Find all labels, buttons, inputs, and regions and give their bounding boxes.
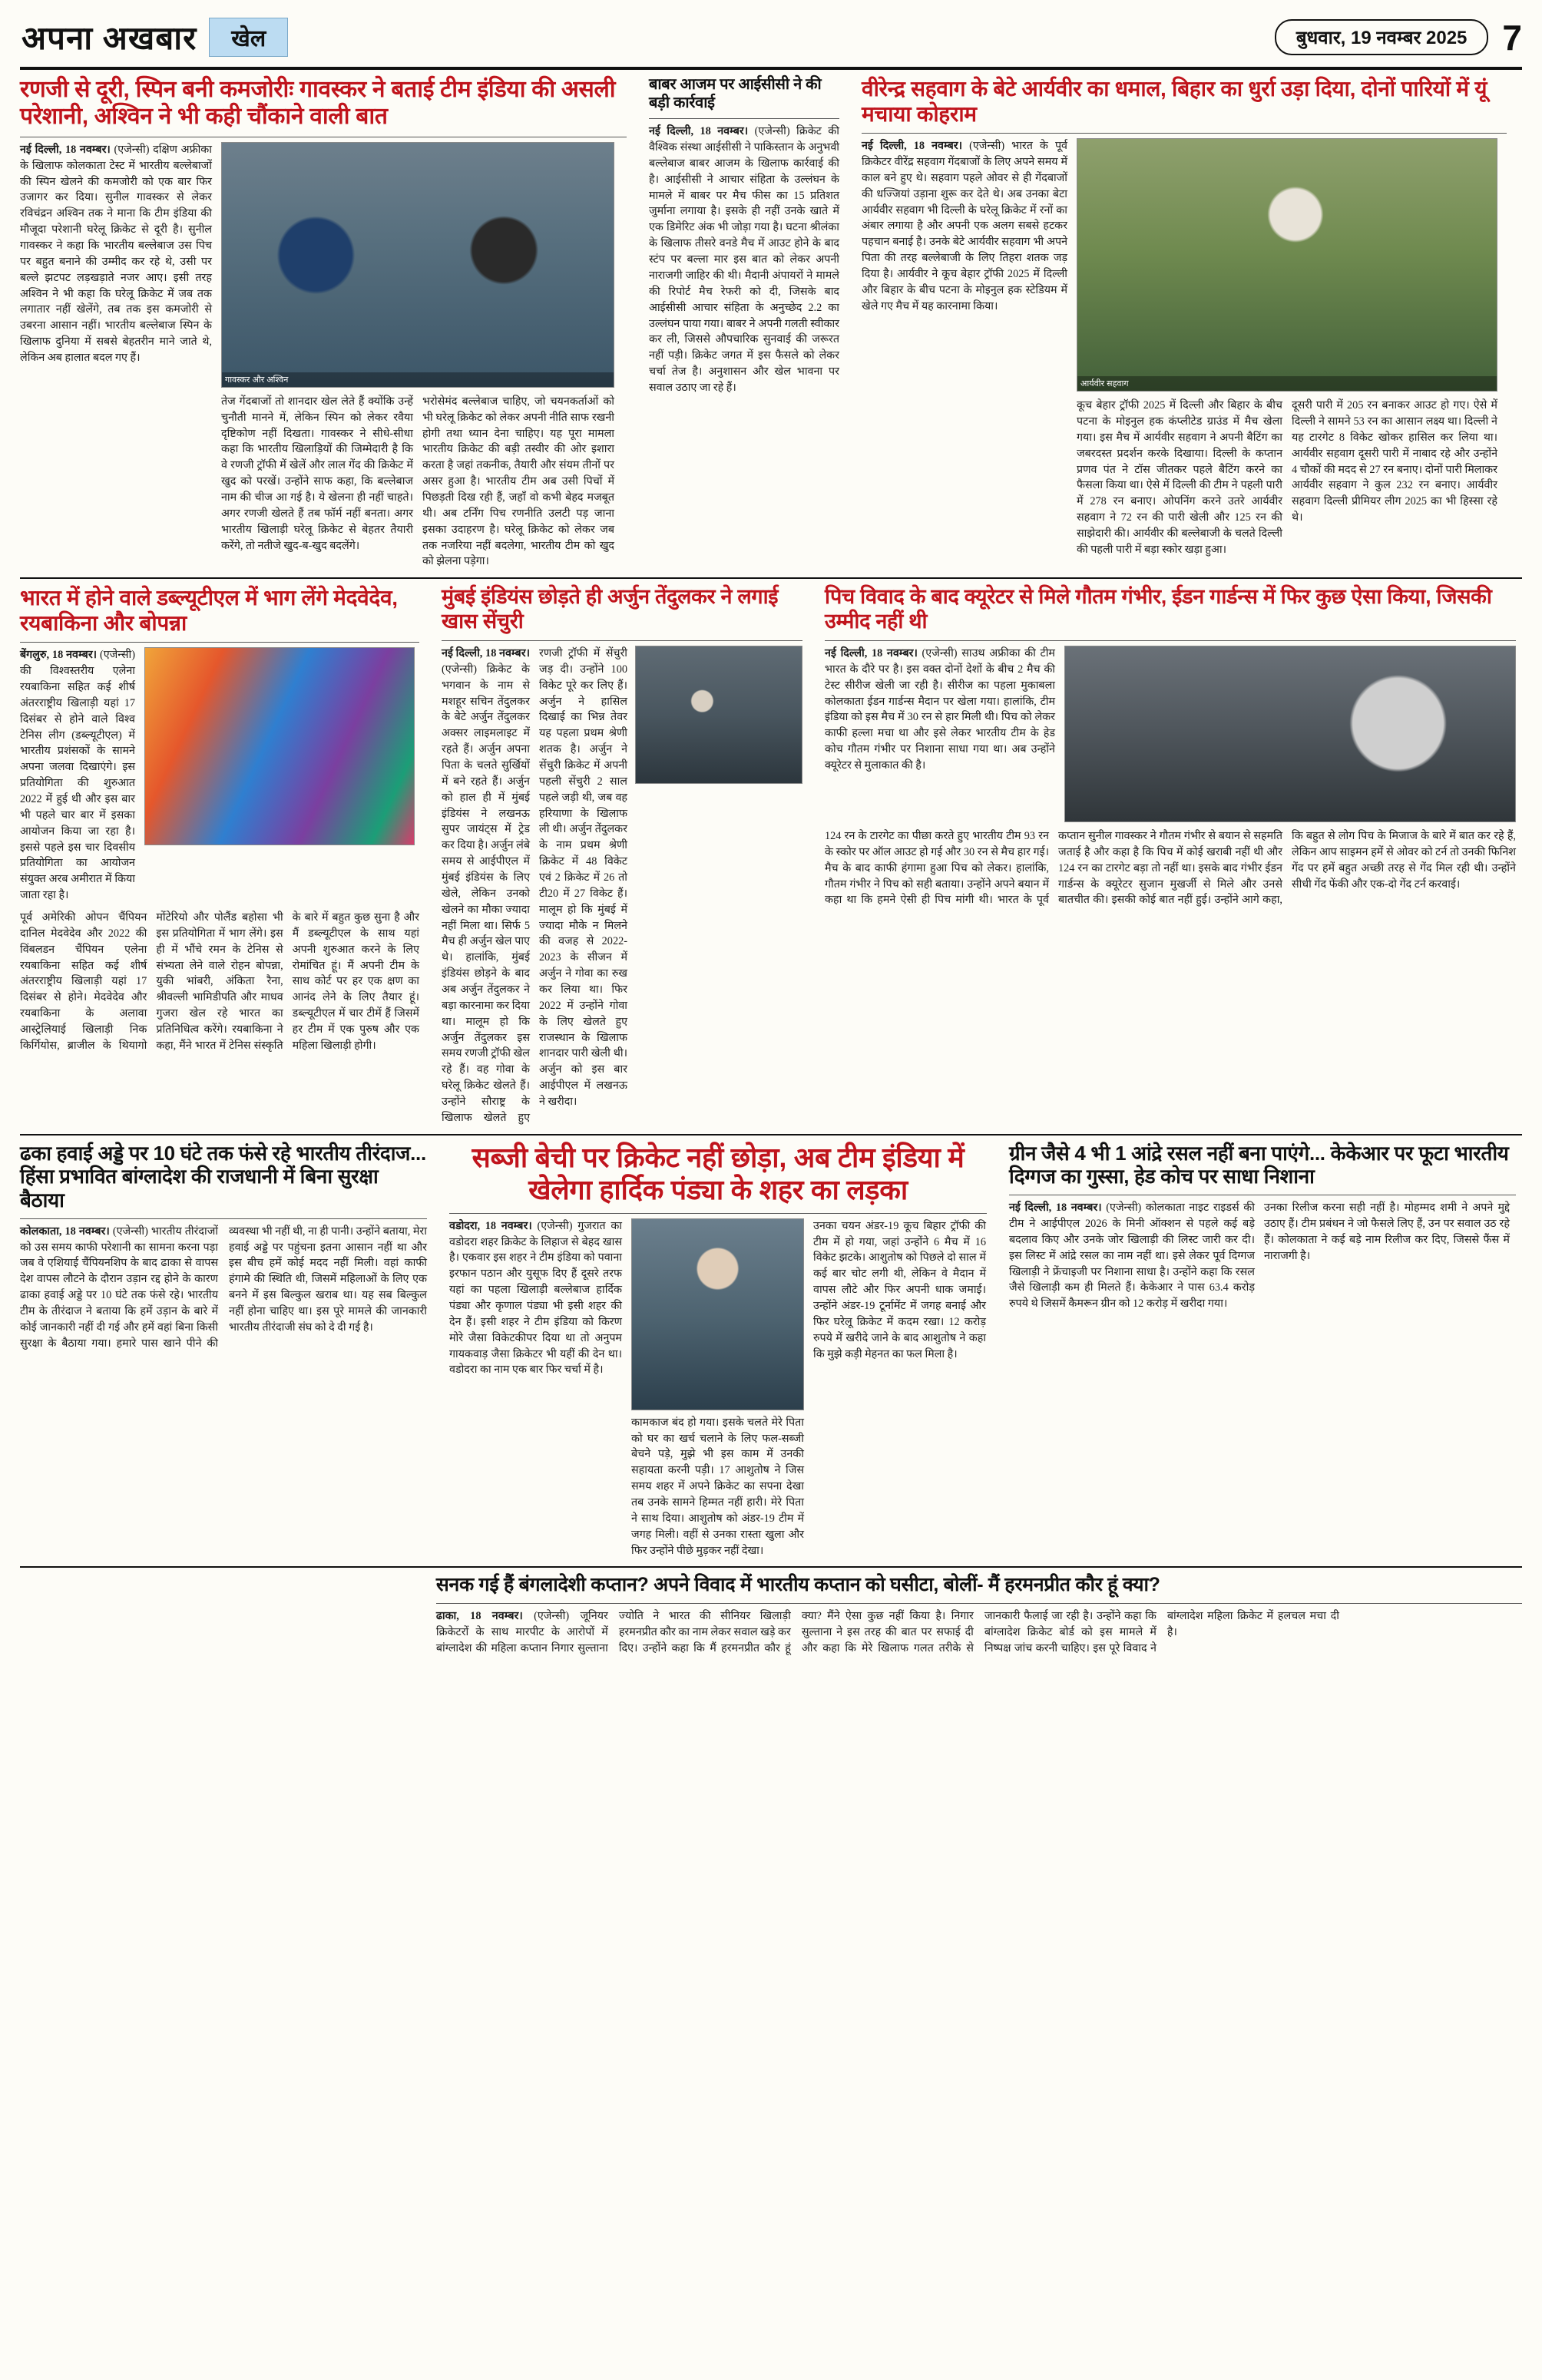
masthead — [20, 14, 1522, 70]
gavaskar-photo-caption: गावस्कर और अश्विन — [222, 372, 614, 387]
wtl-col2: पूर्व अमेरिकी ओपन चैंपियन दानिल मेदवेदेव और 2022 की विंबलडन चैंपियन एलेना रयबाकिना सहित कई शीर्ष अंतरराष्ट्रीय खिलाड़ी यहां 17 दिसंबर से होने। मेदवेदेव और रयबाकिना के अलावा आस्ट्रेलियाई खिलाड़ी निक किर्गियोस, ब्राजील के थियागो मोंटेरियो और पोलैंड बहोसा भी इस प्रतियोगिता में भाग लेंगे। इस ही में भौंचे रमन के टेनिस से संभ्यता लेने वाले रोहन बोपन्ना, युकी भांबरी, अंकिता रैना, श्रीवल्ली भामिडीपति और माधव गुजरा खेल रहे भारत का प्रतिनिधित्व करेंगे। रयबाकिना ने कहा, मैंने भारत में टेनिस संस्कृति के बारे में बहुत कुछ सुना है और मैं डब्ल्यूटीएल के साथ यहां अपनी शुरुआत करने के लिए रोमांचित हूं। मैं अपनी टीम के साथ कोर्ट पर हर एक क्षण का आनंद लेने के लिए तैयार हूं। डब्ल्यूटीएल में चार टीमें हैं जिसमें हर टीम में एक पुरुष और एक महिला खिलाड़ी होगी। — [20, 911, 419, 1052]
dhaka-body: (एजेन्सी) भारतीय तीरंदाजों को उस समय काफी परेशानी का सामना करना पड़ा जब वे एशियाई चैंपियनशिप के बाद ढाका से वापस देश वापस लौटने के दौरान उड़ान रद्द होने के कारण ढाका हवाई अड्डे पर 10 घंटे तक फंसे रहे। भारतीय टीम के तीरंदाज ने बताया कि हमें उड़ान के बारे में कोई जानकारी नहीं दी गई और हमें वहां बिना किसी सुरक्षा के बैठाया गया। हमारे पास खाने पीने की व्यवस्था भी नहीं थी, ना ही पानी। उन्होंने बताया, मेरा हवाई अड्डे पर पहुंचना इतना आसान नहीं था और इस बीच हमें कोई मदद नहीं मिली। वहां काफी हंगामे की स्थिति थी, जिसमें महिलाओं के लिए एक बनने में इस बिल्कुल खराब था। यह सब बिल्कुल नहीं होना चाहिए था। इस पूरे मामले की जानकारी भारतीय तीरंदाजी संघ को दे दी गई है। — [20, 1225, 427, 1350]
wtl-photo — [144, 647, 415, 845]
arjun-body: (एजेन्सी) क्रिकेट के भगवान के नाम से मशहूर सचिन तेंदुलकर के बेटे अर्जुन तेंदुलकर अक्सर लाइमलाइट में रहते हैं। अर्जुन अपना पिता के चलते सुर्खियों में बने रहते हैं। अर्जुन को हाल ही में मुंबई इंडियंस ने लखनऊ सुपर जायंट्स में ट्रेड कर दिया है। अर्जुन लंबे समय से आईपीएल में मुंबई इंडियंस के लिए खेले, लेकिन उनको खेलने का मौका ज्यादा नहीं मिला था। सिर्फ 5 मैच ही अर्जुन खेल पाए थे। हालांकि, मुंबई इंडियंस छोड़ने के बाद अब अर्जुन तेंदुलकर ने बड़ा कारनामा कर दिया था। मालूम हो कि अर्जुन तेंदुलकर इस समय रणजी ट्रॉफी खेल रहे हैं। वह गोवा के घरेलू क्रिकेट खेलते हैं। उन्होंने सौराष्ट्र के खिलाफ खेलते हुए रणजी ट्रॉफी में सेंचुरी जड़ दी। उन्होंने 100 विकेट पूरे कर लिए हैं। अर्जुन ने हासिल दिखाई का भिन्न तेवर यह पहला प्रथम श्रेणी शतक है। अर्जुन ने सेंचुरी क्रिकेट में अपनी पहली सेंचुरी 2 साल पहले जड़ी थी, जब वह हरियाणा के खिलाफ ली थी। अर्जुन तेंदुलकर के नाम प्रथम श्रेणी क्रिकेट में 48 विकेट एवं 2 क्रिकेट में 26 तो टी20 में 27 विकेट हैं। मालूम हो कि मुंबई में ज्यादा मौके न मिलने की वजह से 2022-2023 के सीजन में अर्जुन ने गोवा का रुख कर लिया था। फिर 2022 में उन्होंने गोवा के लिए खेलते हुए राजस्थान के खिलाफ शानदार पारी खेली थी। अर्जुन को इस बार आईपीएल में लखनऊ ने खरीदा। — [442, 646, 627, 1124]
sanak-headline: सनक गई हैं बंगलादेशी कप्तान? अपने विवाद में भारतीय कप्तान को घसीटा, बोलीं- मैं हरमनप्रीत कौर हूं क्या? — [435, 1574, 1160, 1596]
gavaskar-headline: रणजी से दूरी, स्पिन बनी कमजोरीः गावस्कर ने बताई टीम इंडिया की असली परेशानी, अश्विन ने भी कही चौंकाने वाली बात — [20, 77, 616, 130]
vadodara-col1: (एजेन्सी) गुजरात का वडोदरा शहर क्रिकेट के लिहाज से बेहद खास है। एकवार इस शहर ने टीम इंडिया को पवाना इरफान पठान और युसूफ दिए हैं दूसरे तरफ यहां का पहला खिलाड़ी बल्लेबाज हार्दिक पंड्या और कृणाल पंड्या भी इसी शहर की देन हैं। इसी शहर ने टीम इंडिया को किरण मोरे जैसा विकेटकीपर दिया था तो अनुपम गायकवाड़ जैसा क्रिकेटर भी यहीं की देन था। वडोदरा का नाम एक बार फिर चर्चा में है। — [449, 1219, 622, 1377]
page-number: 7 — [1502, 17, 1522, 58]
article-gambhir — [825, 585, 1516, 908]
sehwag-headline: वीरेन्द्र सहवाग के बेटे आर्यवीर का धमाल, बिहार का धुर्रा उड़ा दिया, दोनों पारियों में यूं मचाया कोहराम — [862, 77, 1487, 127]
gambhir-col1: (एजेन्सी) साउथ अफ्रीका की टीम भारत के दौरे पर है। इस वक्त दोनों देशों के बीच 2 मैच की टेस्ट सीरीज खेली जा रही है। सीरीज का पहला मुकाबला कोलकाता ईडन गार्डन्स मैदान पर खेला गया। हालांकि, टीम इंडिया को इस मैच में 30 रन से हार मिली थी। पिच को लेकर काफी हल्ला मचा था और इसे लेकर भारतीय टीम के हेड कोच गौतम गंभीर पर निशाना साधा गया था। अब उन्होंने क्यूरेटर से मुलाकात की है। — [825, 646, 1055, 772]
gavaskar-photo — [221, 142, 614, 388]
dhaka-dateline: कोलकाता, 18 नवम्बर। — [20, 1225, 110, 1238]
babar-headline: बाबर आजम पर आईसीसी ने की बड़ी कार्रवाई — [649, 76, 822, 111]
babar-body: (एजेन्सी) क्रिकेट की वैश्विक संस्था आईसीसी ने पाकिस्तान के अनुभवी बल्लेबाज बाबर आजम के खिलाफ कार्रवाई की है। आईसीसी ने आचार संहिता के उल्लंघन के मामले में बाबर पर मैच फीस का 15 प्रतिशत जुर्माना लगाया है। इसके ही नहीं उनके खाते में एक डिमेरिट अंक भी जोड़ा गया है। घटना श्रीलंका के खिलाफ तीसरे वनडे मैच में आउट होने के बाद स्टंप पर बल्ला मार इस बात को लेकर अपनी नाराजगी जाहिर की थी। मैदानी अंपायरों ने मामले की रिपोर्ट मैच रेफरी को दी, जिसके बाद आईसीसी आचार संहिता के अनुच्छेद 2.2 का उल्लंघन पाया गया। बाबर ने अपनी गलती स्वीकार कर ली, जिससे औपचारिक सुनवाई की जरूरत नहीं पड़ी। क्रिकेट जगत में इस फैसले को लेकर चर्चा तेज है। अनुशासन और खेल भावना पर सवाल उठाए जा रहे हैं। — [649, 125, 839, 394]
article-wtl — [20, 585, 419, 1054]
vadodara-col2: कामकाज बंद हो गया। इसके चलते मेरे पिता को घर का खर्च चलाने के लिए फल-सब्जी बेचने पड़े, मुझे भी इस काम में उनकी सहायता करनी पड़ी। 17 आशुतोष ने जिस समय शहर में अपने क्रिकेट का सपना देखा तब उनके सामने हिम्मत नहीं हारी। मेरे पिता ने साथ दिया। आशुतोष को अंडर-19 टीम में जगह मिली। वहीं से उनका रास्ता खुला और फिर उन्होंने पीछे मुड़कर नहीं देखा। — [631, 1416, 804, 1557]
dhaka-headline: ढका हवाई अड्डे पर 10 घंटे तक फंसे रहे भारतीय तीरंदाज... हिंसा प्रभावित बांग्लादेश की राजधानी में बिना सुरक्षा बैठाया — [20, 1141, 426, 1212]
gambhir-col2: 124 रन के टारगेट का पीछा करते हुए भारतीय टीम 93 रन के स्कोर पर ऑल आउट हो गई और 30 रन से मैच हार गई। मैच के बाद काफी हंगामा हुआ पिच को लेकर। हालांकि, गौतम गंभीर ने पिच को सही बताया। उन्होंने अपने बयान में कहा था कि हमने ऐसी ही पिच मांगी थी। भारत के पूर्व कप्तान सुनील गावस्कर ने गौतम गंभीर से बयान से सहमति जताई है और कहा है कि पिच में कोई खराबी नहीं थी और 124 रन का टारगेट बड़ा तो नहीं था। इसके बाद गंभीर ईडन गार्डन्स के क्यूरेटर सुजान मुखर्जी से मिले और उनसे बातचीत की। इसकी कोई बात नहीं हुई। उन्होंने आगे कहा, कि बहुत से लोग पिच के मिजाज के बारे में बात कर रहे हैं, लेकिन आप साइमन हमें से ओवर को टर्न तो उनकी फिनिश गेंद पर हमें बहुत अच्छी तरह से गेंद मिल रही थी। उन्होंने सीधी गेंद फेंकी और एक-दो गेंद टर्न करवाई। — [825, 829, 1516, 907]
green-headline: ग्रीन जैसे 4 भी 1 आंद्रे रसल नहीं बना पाएंगे... केकेआर पर फूटा भारतीय दिग्गज का गुस्सा, हेड कोच पर साधा निशाना — [1009, 1141, 1509, 1188]
article-dhaka — [20, 1142, 427, 1352]
article-sehwag — [862, 76, 1507, 558]
sehwag-photo-caption: आर्यवीर सहवाग — [1077, 376, 1497, 391]
gambhir-headline: पिच विवाद के बाद क्यूरेटर से मिले गौतम गंभीर, ईडन गार्डन्स में फिर कुछ ऐसा किया, जिसकी उम्मीद नहीं थी — [825, 585, 1492, 633]
article-sanak — [436, 1574, 1522, 1656]
arjun-dateline: नई दिल्ली, 18 नवम्बर। — [442, 646, 530, 659]
gavaskar-col3: भरोसेमंद बल्लेबाज चाहिए, जो चयनकर्ताओं को भी घरेलू क्रिकेट को लेकर अपनी नीति साफ रखनी होगी तथा ध्यान देना चाहिए। यह पूरा मामला भारतीय क्रिकेट की बड़ी तस्वीर की ओर इशारा करता है जहां तकनीक, तैयारी और संयम तीनों पर असर हुआ है। भारतीय टीम अब उसी पिचों में पिछड़ती दिख रही हैं, जहाँ वो कभी बेहद मजबूत थी। अब टर्निंग पिच रणनीति उलटी पड़ जाना इसका उदाहरण है। घरेलू क्रिकेट को लेकर जब तक नजरिया नहीं बदलेगा, भारतीय टीम को खुद को झेलना पड़ेगा। — [422, 395, 614, 568]
article-arjun — [442, 585, 802, 1126]
sehwag-photo — [1077, 138, 1497, 392]
sanak-dateline: ढाका, 18 नवम्बर। — [435, 1609, 523, 1622]
wtl-dateline: बेंगलुरु, 18 नवम्बर। — [20, 649, 98, 662]
sehwag-dateline: नई दिल्ली, 18 नवम्बर। — [862, 140, 963, 153]
sanak-body: (एजेन्सी) जूनियर क्रिकेटरों के साथ मारपीट के आरोपों में बांग्लादेश की महिला कप्तान निगार सुल्ताना ज्योति ने भारत की सीनियर खिलाड़ी हरमनप्रीत कौर का नाम लेकर सवाल खड़े कर दिए। उन्होंने कहा कि मैं हरमनप्रीत कौर हूं क्या? मैंने ऐसा कुछ नहीं किया है। निगार सुल्ताना ने इस तरह की बात पर सफाई दी और कहा कि मेरे खिलाफ गलत तरीके से जानकारी फैलाई जा रही है। उन्होंने कहा कि बांग्लादेश क्रिकेट बोर्ड को इस मामले में निष्पक्ष जांच करनी चाहिए। इस पूरे विवाद ने बांग्लादेश महिला क्रिकेट में हलचल मचा दी है। — [435, 1609, 1339, 1654]
gambhir-dateline: नई दिल्ली, 18 नवम्बर। — [825, 646, 918, 659]
sehwag-col1: (एजेन्सी) भारत के पूर्व क्रिकेटर वीरेंद्र सहवाग गेंदबाजों के लिए अपने समय में काल बने हुए थे। सहवाग पहले ओवर से ही गेंदबाजों की धज्जियां उड़ाना शुरू कर देते थे। अब उनका बेटा आर्यवीर सहवाग भी दिल्ली के घरेलू क्रिकेट में रनों का अंबार लगाया है और अपनी एक अलग सबसे हटकर पहचान बनाई है। उनके बेटे आर्यवीर सहवाग भी अपने पिता की तरह बल्लेबाजी के लिए तिहरा शतक जड़ दिया है। आर्यवीर ने कूच बेहार ट्रॉफी 2025 में दिल्ली और बिहार के बीच पटना के मोइनुल हक स्टेडियम में खेले गए मैच में यह कारनामा किया। — [862, 140, 1068, 312]
newspaper-logo: अपना अखबार — [22, 20, 197, 56]
gavaskar-dateline: नई दिल्ली, 18 नवम्बर। — [20, 143, 111, 156]
article-gavaskar — [20, 76, 627, 570]
green-col1: (एजेन्सी) कोलकाता नाइट राइडर्स की टीम ने आईपीएल 2026 के मिनी ऑक्शन से पहले कई बड़े बदलाव किए और उनके जोर खिलाड़ी की लिस्ट जारी कर दी। इस लिस्ट में आंद्रे रसल का नाम नहीं था। इसे लेकर पूर्व दिग्गज खिलाड़ी ने फ्रेंचाइजी पर निशाना साधा है। उन्होंने कहा कि रसल जैसे खिलाड़ी कम ही मिलते हैं। केकेआर ने पास 63.4 करोड़ रुपये थे जिसमें कैमरून ग्रीन को 12 करोड़ में खरीदा गया। — [1009, 1202, 1255, 1311]
vadodara-col3: उनका चयन अंडर-19 कूच बिहार ट्रॉफी की टीम में हो गया, जहां उन्होंने 6 मैच में 16 विकेट झटके। आशुतोष को पिछले दो साल में कई बार चोट लगी थी, लेकिन वे मैदान में वापस लौटे और फिर अपनी धाक जमाई। उन्होंने अंडर-19 टूर्नामेंट में जगह बनाई और फिर घरेलू क्रिकेट में कदम रखा। 12 करोड़ रुपये में खरीदे जाने के बाद आशुतोष ने कहा कि मुझे कड़ी मेहनत का फल मिला है। — [813, 1219, 986, 1360]
vadodara-dateline: वडोदरा, 18 नवम्बर। — [449, 1219, 532, 1232]
article-babar — [649, 76, 839, 396]
publication-date: बुधवार, 19 नवम्बर 2025 — [1275, 19, 1489, 55]
article-vadodara — [449, 1142, 987, 1559]
vadodara-photo — [631, 1218, 804, 1410]
arjun-photo — [635, 646, 802, 784]
wtl-col1: (एजेन्सी) की विश्वस्तरीय एलेना रयबाकिना सहित कई शीर्ष अंतरराष्ट्रीय खिलाड़ी यहां 17 दिसंबर से होने वाले विश्व टेनिस लीग (डब्ल्यूटीएल) में भारतीय प्रशंसकों के सामने अपना जलवा दिखाएंगे। इस प्रतियोगिता की शुरुआत 2022 में हुई थी और इस बार भी पहले चार बार में इसका आयोजन किया जा रहा है। इससे पहले इस चार दिवसीय प्रतियोगिता का आयोजन संयुक्त अरब अमीरात में किया जाता रहा है। — [20, 649, 136, 902]
sehwag-col2: कूच बेहार ट्रॉफी 2025 में दिल्ली और बिहार के बीच पटना के मोइनुल हक कंप्लीटेड ग्राउंड में मैच खेला गया। इस मैच में आर्यवीर सहवाग ने अपनी बैटिंग का जबरदस्त प्रदर्शन करके दिखाया। दिल्ली के कप्तान प्रणव पंत ने टॉस जीतकर पहले बैटिंग करने का फैसला किया था। ऐसे में दिल्ली की टीम ने पहली पारी में 278 रन बनाए। ओपनिंग करने उतरे आर्यवीर सहवाग ने 72 रन की पारी खेली और 125 रन की साझेदारी की। आर्यवीर की बल्लेबाजी के चलते दिल्ली की पहली पारी में बड़ा स्कोर खड़ा हुआ। — [1077, 399, 1282, 556]
green-dateline: नई दिल्ली, 18 नवम्बर। — [1009, 1202, 1102, 1215]
arjun-headline: मुंबई इंडियंस छोड़ते ही अर्जुन तेंदुलकर ने लगाई खास सेंचुरी — [442, 585, 779, 633]
sehwag-col3: दूसरी पारी में 205 रन बनाकर आउट हो गए। ऐसे में दिल्ली ने सामने 53 रन का आसान लक्ष्य था। दिल्ली ने यह टारगेट 8 विकेट खोकर हासिल कर लिया था। आर्यवीर सहवाग दूसरी पारी में नाबाद रहे और उन्होंने 4 चौकों की मदद से 27 रन बनाए। दोनों पारी मिलाकर आर्यवीर सहवाग ने कुल 232 रन बनाए। आर्यवीर सहवाग दिल्ली प्रीमियर लीग 2025 का भी हिस्सा रहे थे। — [1292, 399, 1497, 524]
wtl-headline: भारत में होने वाले डब्ल्यूटीएल में भाग लेंगे मेदवेदेव, रयबाकिना और बोपन्ना — [20, 586, 398, 636]
section-tag: खेल — [209, 18, 288, 57]
vadodara-headline: सब्जी बेची पर क्रिकेट नहीं छोड़ा, अब टीम इंडिया में खेलेगा हार्दिक पंड्या के शहर का लड़का — [472, 1141, 965, 1206]
babar-dateline: नई दिल्ली, 18 नवम्बर। — [649, 125, 749, 138]
article-green — [1009, 1142, 1516, 1312]
gavaskar-col1: (एजेन्सी) दक्षिण अफ्रीका के खिलाफ कोलकाता टेस्ट में भारतीय बल्लेबाजों की स्पिन खेलने की कमजोरी को एक बार फिर उजागर कर दिया। सुनील गावस्कर से लेकर रविचंद्रन अश्विन तक ने माना कि टीम इंडिया की मौजूदा परेशानी घरेलू क्रिकेट से दूरी है। सुनील गावस्कर ने कहा कि भारतीय बल्लेबाज उस पिच पर बहुत बनाने की उम्मीद कर रहे थे, उसी पर बल्ले झटपट लड़खड़ाते नजर आए। इसी तरह अश्विन ने भी कहा कि घरेलू क्रिकेट में जब तक लगातार नहीं खेलेंगे, तब तक इस कमजोरी से उबरना आसान नहीं। भारतीय बल्लेबाज स्पिन के खिलाफ दुनिया में सबसे बेहतरीन माने जाते थे, लेकिन अब हालात बदल गए हैं। — [20, 143, 212, 364]
gambhir-photo — [1064, 646, 1516, 822]
gavaskar-col2: तेज गेंदबाजों तो शानदार खेल लेते हैं क्योंकि उन्हें चुनौती मानने में, लेकिन स्पिन को लेकर रवैया दृष्टिकोण नहीं दिखता। गावस्कर ने सीधे-सीधा कहा कि भारतीय खिलाड़ियों की जिम्मेदारी है कि वे रणजी ट्रॉफी में खेलें और लाल गेंद की क्रिकेट में खुद को परखें। उन्होंने साफ कहा, कि बल्लेबाज नाम की चीज आ गई है। ये खेलना ही नहीं चाहते। अगर रणजी खेलते हैं तब फॉर्म नहीं बनता। अगर भारतीय खिलाड़ी घरेलू क्रिकेट से बेहतर तैयारी करेंगे, तो नतीजे खुद-ब-खुद बदलेंगे। — [221, 395, 413, 552]
green-col2: उनका रिलीज करना सही नहीं है। मोहम्मद शमी ने अपने मुद्दे उठाए हैं। टीम प्रबंधन ने जो फैसले लिए हैं, उन पर सवाल उठ रहे हैं। कोलकाता ने कई बड़े नाम रिलीज कर दिए, जिससे फैंस में नाराजगी है। — [1264, 1202, 1510, 1262]
